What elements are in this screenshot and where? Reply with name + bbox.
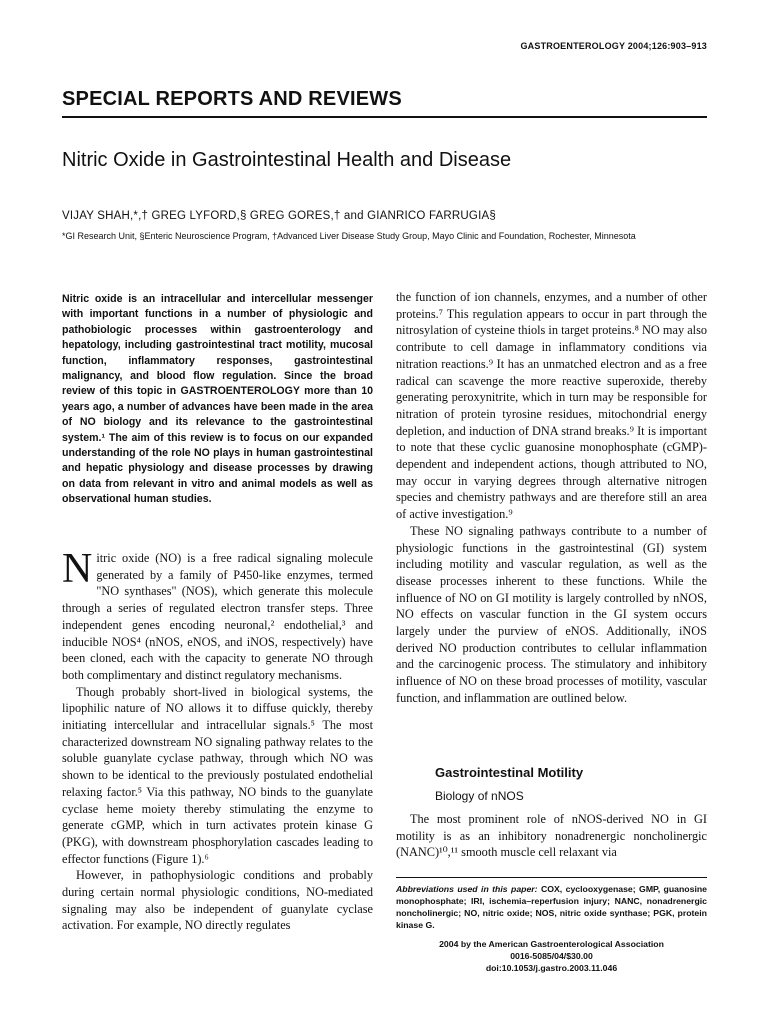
copyright-block <box>396 938 707 974</box>
subsection-subheading: Biology of nNOS <box>435 789 524 803</box>
author-list: VIJAY SHAH,*,† GREG LYFORD,§ GREG GORES,† and GIANRICO FARRUGIA§ <box>62 210 496 222</box>
article-title: Nitric Oxide in Gastrointestinal Health and Disease <box>62 149 512 171</box>
abbreviations-footnote <box>396 883 707 931</box>
right-column-body <box>396 289 707 707</box>
heading-divider <box>62 116 707 118</box>
copyright-line: 2004 by the American Gastroenterological Association <box>439 939 664 949</box>
section-heading: SPECIAL REPORTS AND REVIEWS <box>62 88 402 110</box>
abbreviations-label: Abbreviations used in this paper: <box>396 884 538 894</box>
body-paragraph: Though probably short-lived in biological systems, the lipophilic nature of NO allows it to diffuse quickly, thereby initiating intercellular and intracellular signals.⁵ The most characterized downstream NO signaling pathway relates to the soluble guanylate cyclase pathway, through which NO was shown to be identical to the previously postulated endothelial relaxing factor.⁵ Via this pathway, NO binds to the guanylate cyclase heme moiety thereby stimulating the enzyme to generate cGMP, which in turn activates protein kinase G (PKG), with downstream phosphorylation cascades leading to effector functions (Figure 1).⁶ <box>62 684 373 866</box>
intro-paragraph-text: itric oxide (NO) is a free radical signaling molecule generated by a family of P450-like enzymes, termed "NO synthases" (NOS), which generate this molecule through a series of regulated electron transfer steps. Three independent genes encoding neuronal,² endothelial,³ and inducible NOS⁴ (nNOS, eNOS, and iNOS, respectively) have been cloned, each with the capacity to generate NO through both complimentary and distinct regulatory mechanisms. <box>62 551 373 682</box>
author-affiliation: *GI Research Unit, §Enteric Neuroscience Program, †Advanced Liver Disease Study Group, Mayo Clinic and Foundation, Rochester, Minnesota <box>62 231 636 241</box>
body-paragraph: The most prominent role of nNOS-derived NO in GI motility is as an inhibitory nonadrenergic noncholinergic (NANC)¹⁰,¹¹ smooth muscle cell relaxant via <box>396 812 707 860</box>
body-paragraph: However, in pathophysiologic conditions and probably during certain normal physiologic conditions, NO-mediated signaling may also be independent of guanylate cyclase activation. For example, NO directly regulates <box>62 868 373 933</box>
right-column-body-continued <box>396 811 707 861</box>
abbreviations-text: COX, cyclooxygenase; GMP, guanosine monophosphate; IRI, ischemia–reperfusion injury; NANC, nonadrenergic noncholinergic; NO, nitric oxide; NOS, nitric oxide synthase; PGK, protein kinase G. <box>396 884 707 930</box>
doi-link[interactable]: doi:10.1053/j.gastro.2003.11.046 <box>485 963 618 973</box>
abstract: Nitric oxide is an intracellular and intercellular messenger with important functions in a number of physiologic and pathobiologic processes within gastroenterology and hepatology, including gastrointestinal tract motility, mucosal function, inflammatory responses, gastrointestinal malignancy, and blood flow regulation. Since the broad review of this topic in GASTROENTEROLOGY more than 10 years ago, a number of advances have been made in the area of NO biology and its relevance to the gastrointestinal system.¹ The aim of this review is to focus on our expanded understanding of the role NO plays in human gastrointestinal and hepatic physiology and disease processes by drawing on data from relevant in vitro and animal models as well as observational human studies. <box>62 293 373 506</box>
footnote-divider <box>396 877 707 878</box>
section-subheading: Gastrointestinal Motility <box>435 765 584 780</box>
left-column-body <box>62 546 373 934</box>
intro-paragraph <box>62 546 373 684</box>
journal-citation: GASTROENTEROLOGY 2004;126:903–913 <box>520 41 707 51</box>
body-paragraph: These NO signaling pathways contribute to a number of physiologic functions in the gastrointestinal (GI) system including motility and vascular regulation, as well as the disease processes inherent to these functions. While the influence of NO on GI motility is largely controlled by nNOS, NO effects on vascular function in the GI system occurs largely under the purview of eNOS. Additionally, iNOS derived NO production contributes to cellular inflammation and the carcinogenic process. The stimulatory and inhibitory influence of NO on these broad processes of motility, vascular function, and inflammation are outlined below. <box>396 523 707 705</box>
issn-code: 0016-5085/04/$30.00 <box>510 951 593 961</box>
drop-cap: N <box>62 546 93 592</box>
body-paragraph: the function of ion channels, enzymes, and a number of other proteins.⁷ This regulation appears to occur in part through the nitrosylation of cysteine thiols in target proteins.⁸ NO may also contribute to cell damage in inflammatory conditions via nitration reactions.⁹ It has an unmatched electron and as a free radical can scavenge the more reactive superoxide, thereby generating peroxynitrite, which in turn may be responsible for nitration of protein tyrosine residues, mitochondrial energy depletion, and induction of DNA strand breaks.⁹ It is important to note that these cyclic guanosine monophosphate (cGMP)-dependent and independent actions, though attributed to NO, may occur in varying degrees through alternative nitrogen species and chemistry pathways and are therefore still an area of active investigation.⁹ <box>396 290 707 522</box>
